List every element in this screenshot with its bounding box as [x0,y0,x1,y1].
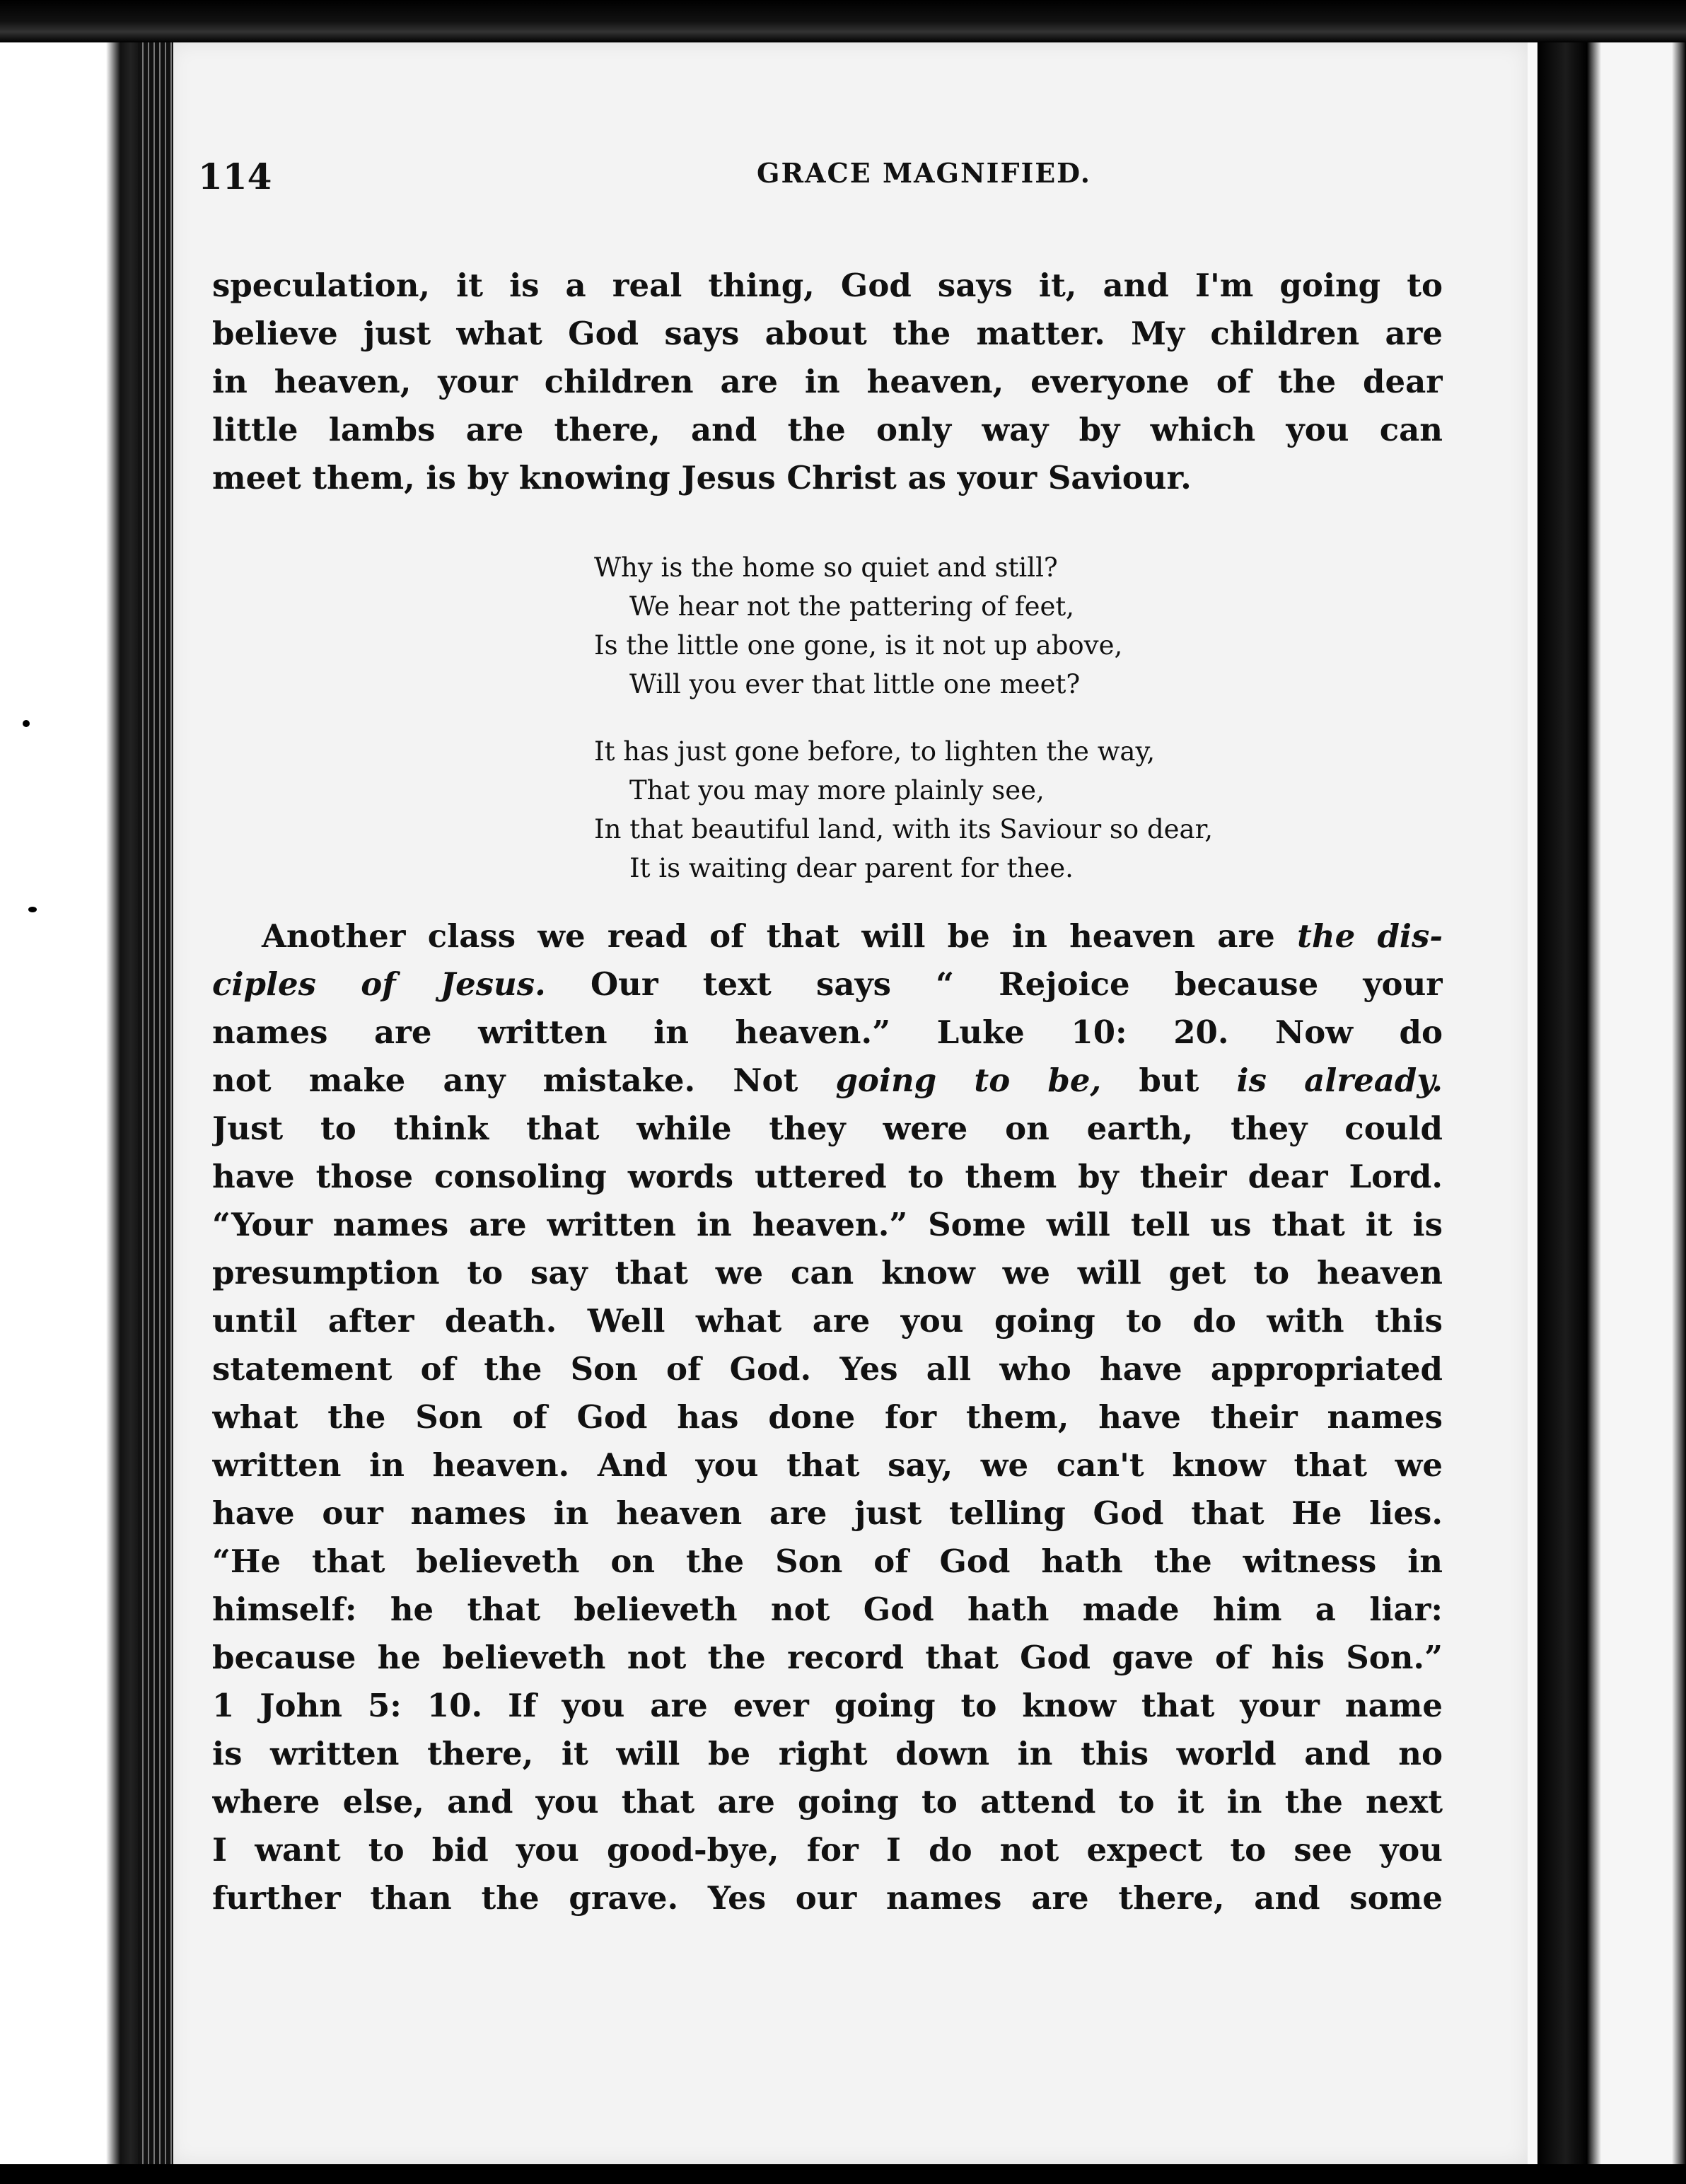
text-span: Our text says “ Rejoice because your [545,965,1443,1003]
page-edges [138,42,173,2164]
text-line: in heaven, your children are in heaven, everyone of the dear [212,363,1443,400]
verse-line: Is the little one gone, is it not up above, [594,630,1123,661]
verse-line: Why is the home so quiet and still? [594,552,1058,583]
text-line: names are written in heaven.” Luke 10: 20. Now do [212,1013,1443,1051]
stanza-gap [594,704,1301,732]
text-line: further than the grave. Yes our names are there, and some [212,1879,1443,1917]
scan-top-edge [0,0,1686,42]
ink-speck [23,720,30,727]
verse-line: In that beautiful land, with its Saviour so dear, [594,814,1213,844]
text-line: because he believeth not the record that God gave of his Son.” [212,1639,1443,1676]
text-line: have our names in heaven are just telling God that He lies. [212,1494,1443,1532]
page-number: 114 [198,156,272,197]
text-line [212,960,1443,1009]
text-line: I want to bid you good-bye, for I do not expect to see you [212,1831,1443,1869]
text-line: is written there, it will be right down in this world and no [212,1735,1443,1772]
italic-span: is already. [1236,1062,1443,1099]
italic-span: the dis- [1297,917,1443,955]
verse-line: We hear not the pattering of feet, [629,591,1075,622]
verse-line: It has just gone before, to lighten the way, [594,736,1156,767]
running-head: GRACE MAGNIFIED. [757,157,1092,189]
page-header [191,156,1443,219]
verse-line: Will you ever that little one meet? [629,669,1081,699]
paragraph-disciples [212,912,1443,1922]
verse-line: That you may more plainly see, [629,775,1045,806]
text-line [212,912,1443,960]
text-span: not make any mistake. Not [212,1062,836,1099]
text-line: believe just what God says about the matter. My children are [212,315,1443,352]
text-line: “He that believeth on the Son of God hath the witness in [212,1543,1443,1580]
text-line: himself: he that believeth not God hath made him a liar: [212,1591,1443,1628]
text-span: but [1101,1062,1237,1099]
text-line: where else, and you that are going to attend to it in the next [212,1783,1443,1820]
text-line: what the Son of God has done for them, have their names [212,1398,1443,1436]
text-line: little lambs are there, and the only way by which you can [212,411,1443,448]
text-line [212,1057,1443,1105]
text-line: speculation, it is a real thing, God says it, and I'm going to [212,267,1443,304]
paragraph-continued [212,262,1443,502]
italic-span: going to be, [835,1062,1102,1099]
scan-bottom-edge [0,2164,1686,2184]
scan-right-edge [1537,0,1686,2184]
text-line: “Your names are written in heaven.” Some will tell us that it is [212,1206,1443,1243]
text-line: meet them, is by knowing Jesus Christ as your Saviour. [212,459,1192,496]
verse-line: It is waiting dear parent for thee. [629,853,1074,883]
poem [594,548,1301,888]
text-line: until after death. Well what are you going to do with this [212,1302,1443,1340]
text-line: 1 John 5: 10. If you are ever going to know that your name [212,1687,1443,1724]
text-line: have those consoling words uttered to them by their dear Lord. [212,1158,1443,1195]
italic-span: ciples of Jesus. [212,965,546,1003]
text-line: written in heaven. And you that say, we can't know that we [212,1446,1443,1484]
text-line: Just to think that while they were on earth, they could [212,1110,1443,1147]
text-span: Another class we read of that will be in heaven are [262,917,1298,955]
text-line: statement of the Son of God. Yes all who have appropriated [212,1350,1443,1388]
text-line: presumption to say that we can know we will get to heaven [212,1254,1443,1291]
ink-speck [28,907,37,912]
